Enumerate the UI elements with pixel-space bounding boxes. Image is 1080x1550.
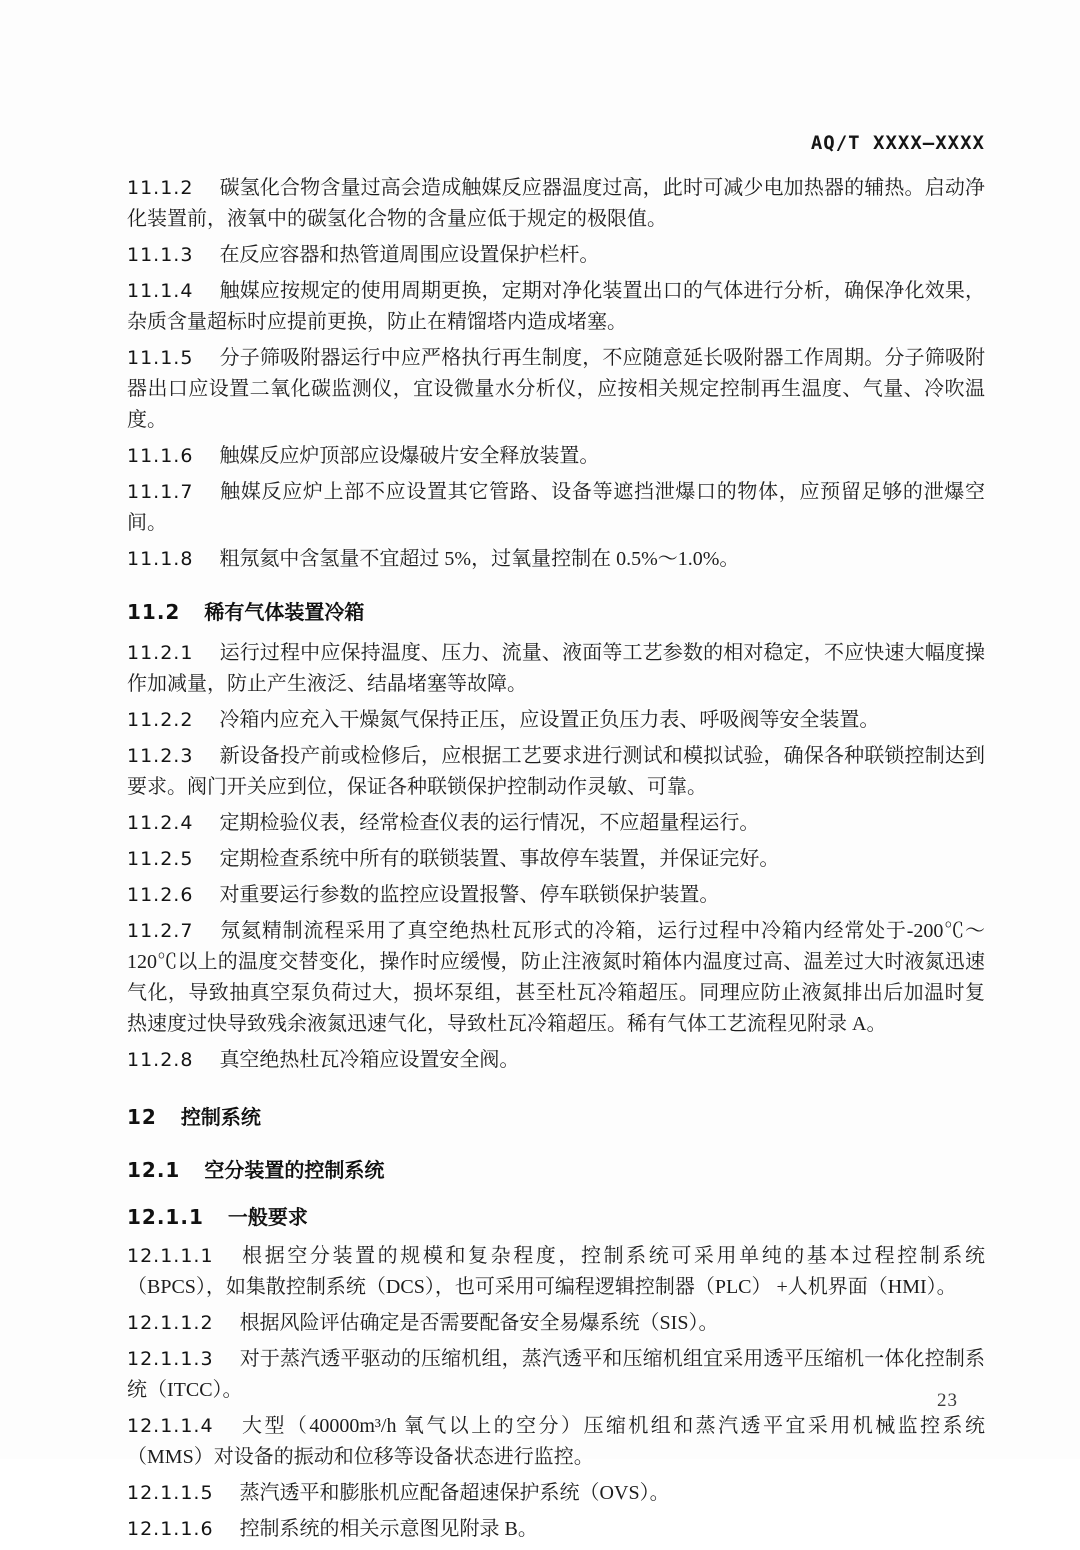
- heading-number: 12.1.1: [127, 1205, 204, 1229]
- clause-text: 对重要运行参数的监控应设置报警、停车联锁保护装置。: [219, 884, 720, 906]
- clause-11.1.5: [127, 343, 985, 436]
- page-header: [0, 132, 985, 154]
- clause-11.1.6: [127, 441, 985, 472]
- heading-text: 空分装置的控制系统: [204, 1158, 385, 1182]
- clause-11.1.8: [127, 544, 985, 575]
- heading-text: 一般要求: [227, 1205, 308, 1229]
- clause-12.1.1.4: [127, 1411, 985, 1473]
- clause-number: 11.1.2: [127, 177, 194, 199]
- section-heading-12.1: [127, 1155, 985, 1186]
- clause-text: 蒸汽透平和膨胀机应配备超速保护系统（OVS）。: [239, 1482, 670, 1504]
- clause-11.2.2: [127, 705, 985, 736]
- clause-11.2.7: [127, 916, 985, 1040]
- clause-number: 12.1.1.3: [127, 1348, 214, 1370]
- clause-text: 冷箱内应充入干燥氮气保持正压，应设置正负压力表、呼吸阀等安全装置。: [219, 709, 880, 731]
- clause-11.1.4: [127, 276, 985, 338]
- clause-number: 11.2.1: [127, 642, 194, 664]
- clause-text: 真空绝热杜瓦冷箱应设置安全阀。: [219, 1049, 520, 1071]
- clause-number: 11.1.6: [127, 445, 194, 467]
- clause-number: 11.1.5: [127, 347, 194, 369]
- clause-text: 对于蒸汽透平驱动的压缩机组，蒸汽透平和压缩机组宜采用透平压缩机一体化控制系统（ITCC）。: [127, 1348, 985, 1401]
- heading-number: 12: [127, 1105, 157, 1129]
- clause-text: 定期检查系统中所有的联锁装置、事故停车装置，并保证完好。: [219, 848, 780, 870]
- clause-text: 触媒反应炉上部不应设置其它管路、设备等遮挡泄爆口的物体，应预留足够的泄爆空间。: [127, 481, 985, 534]
- clause-11.2.3: [127, 741, 985, 803]
- clause-number: 11.1.4: [127, 280, 194, 302]
- clause-text: 定期检验仪表，经常检查仪表的运行情况，不应超量程运行。: [219, 812, 760, 834]
- clause-text: 大型（40000m³/h 氧气以上的空分）压缩机组和蒸汽透平宜采用机械监控系统（MMS）对设备的振动和位移等设备状态进行监控。: [127, 1415, 985, 1468]
- clause-number: 11.2.4: [127, 812, 194, 834]
- clause-11.2.6: [127, 880, 985, 911]
- clause-text: 触媒反应炉顶部应设爆破片安全释放装置。: [219, 445, 600, 467]
- page-footer: [0, 1390, 1080, 1412]
- clause-11.1.2: [127, 173, 985, 235]
- clause-text: 氖氦精制流程采用了真空绝热杜瓦形式的冷箱，运行过程中冷箱内经常处于-200℃～120℃以上的温度交替变化，操作时应缓慢，防止注液氮时箱体内温度过高、温差过大时液氮迅速气化，导致抽真空泵负荷过大，损坏泵组，甚至杜瓦冷箱超压。同理应防止液氮排出后加温时复热速度过快导致残余液氮迅速气化，导致杜瓦冷箱超压。稀有气体工艺流程见附录 A。: [127, 920, 985, 1035]
- clause-12.1.1.6: [127, 1514, 985, 1545]
- clause-number: 11.2.6: [127, 884, 194, 906]
- clause-number: 11.2.5: [127, 848, 194, 870]
- clause-number: 11.1.8: [127, 548, 194, 570]
- section-heading-12: [127, 1102, 985, 1133]
- clause-11.2.5: [127, 844, 985, 875]
- clause-text: 根据空分装置的规模和复杂程度，控制系统可采用单纯的基本过程控制系统（BPCS），如集散控制系统（DCS），也可采用可编程逻辑控制器（PLC） +人机界面（HMI）。: [127, 1245, 985, 1298]
- clause-11.2.8: [127, 1045, 985, 1076]
- clause-number: 11.2.3: [127, 745, 194, 767]
- clause-11.2.4: [127, 808, 985, 839]
- page-number: 23: [937, 1390, 958, 1411]
- clause-number: 12.1.1.1: [127, 1245, 214, 1267]
- clause-number: 11.2.8: [127, 1049, 194, 1071]
- clause-number: 12.1.1.4: [127, 1415, 214, 1437]
- clause-text: 触媒应按规定的使用周期更换，定期对净化装置出口的气体进行分析，确保净化效果，杂质含量超标时应提前更换，防止在精馏塔内造成堵塞。: [127, 280, 985, 333]
- clause-text: 运行过程中应保持温度、压力、流量、液面等工艺参数的相对稳定，不应快速大幅度操作加减量，防止产生液泛、结晶堵塞等故障。: [127, 642, 985, 695]
- clause-text: 新设备投产前或检修后，应根据工艺要求进行测试和模拟试验，确保各种联锁控制达到要求。阀门开关应到位，保证各种联锁保护控制动作灵敏、可靠。: [127, 745, 985, 798]
- clause-text: 分子筛吸附器运行中应严格执行再生制度，不应随意延长吸附器工作周期。分子筛吸附器出口应设置二氧化碳监测仪，宜设微量水分析仪，应按相关规定控制再生温度、气量、冷吹温度。: [127, 347, 985, 431]
- heading-text: 稀有气体装置冷箱: [204, 600, 365, 624]
- clause-11.2.1: [127, 638, 985, 700]
- clause-text: 碳氢化合物含量过高会造成触媒反应器温度过高，此时可减少电加热器的辅热。启动净化装置前，液氧中的碳氢化合物的含量应低于规定的极限值。: [127, 177, 985, 230]
- clause-number: 11.1.3: [127, 244, 194, 266]
- heading-text: 控制系统: [180, 1105, 261, 1129]
- clause-11.1.3: [127, 240, 985, 271]
- clause-12.1.1.2: [127, 1308, 985, 1339]
- clause-12.1.1.5: [127, 1478, 985, 1509]
- clause-text: 在反应容器和热管道周围应设置保护栏杆。: [219, 244, 600, 266]
- clause-number: 11.2.2: [127, 709, 194, 731]
- clause-text: 粗氖氦中含氢量不宜超过 5%，过氧量控制在 0.5%～1.0%。: [219, 548, 740, 570]
- clause-number: 12.1.1.6: [127, 1518, 214, 1540]
- standard-code: AQ/T XXXX—XXXX: [810, 132, 985, 154]
- section-heading-12.1.1: [127, 1202, 985, 1233]
- heading-number: 12.1: [127, 1158, 181, 1182]
- clause-number: 11.2.7: [127, 920, 194, 942]
- document-content: [127, 168, 985, 1550]
- clause-text: 根据风险评估确定是否需要配备安全易爆系统（SIS）。: [239, 1312, 719, 1334]
- clause-number: 12.1.1.2: [127, 1312, 214, 1334]
- clause-text: 控制系统的相关示意图见附录 B。: [239, 1518, 538, 1540]
- heading-number: 11.2: [127, 600, 181, 624]
- clause-12.1.1.1: [127, 1241, 985, 1303]
- clause-number: 12.1.1.5: [127, 1482, 214, 1504]
- clause-11.1.7: [127, 477, 985, 539]
- section-heading-11.2: [127, 597, 985, 628]
- clause-number: 11.1.7: [127, 481, 194, 503]
